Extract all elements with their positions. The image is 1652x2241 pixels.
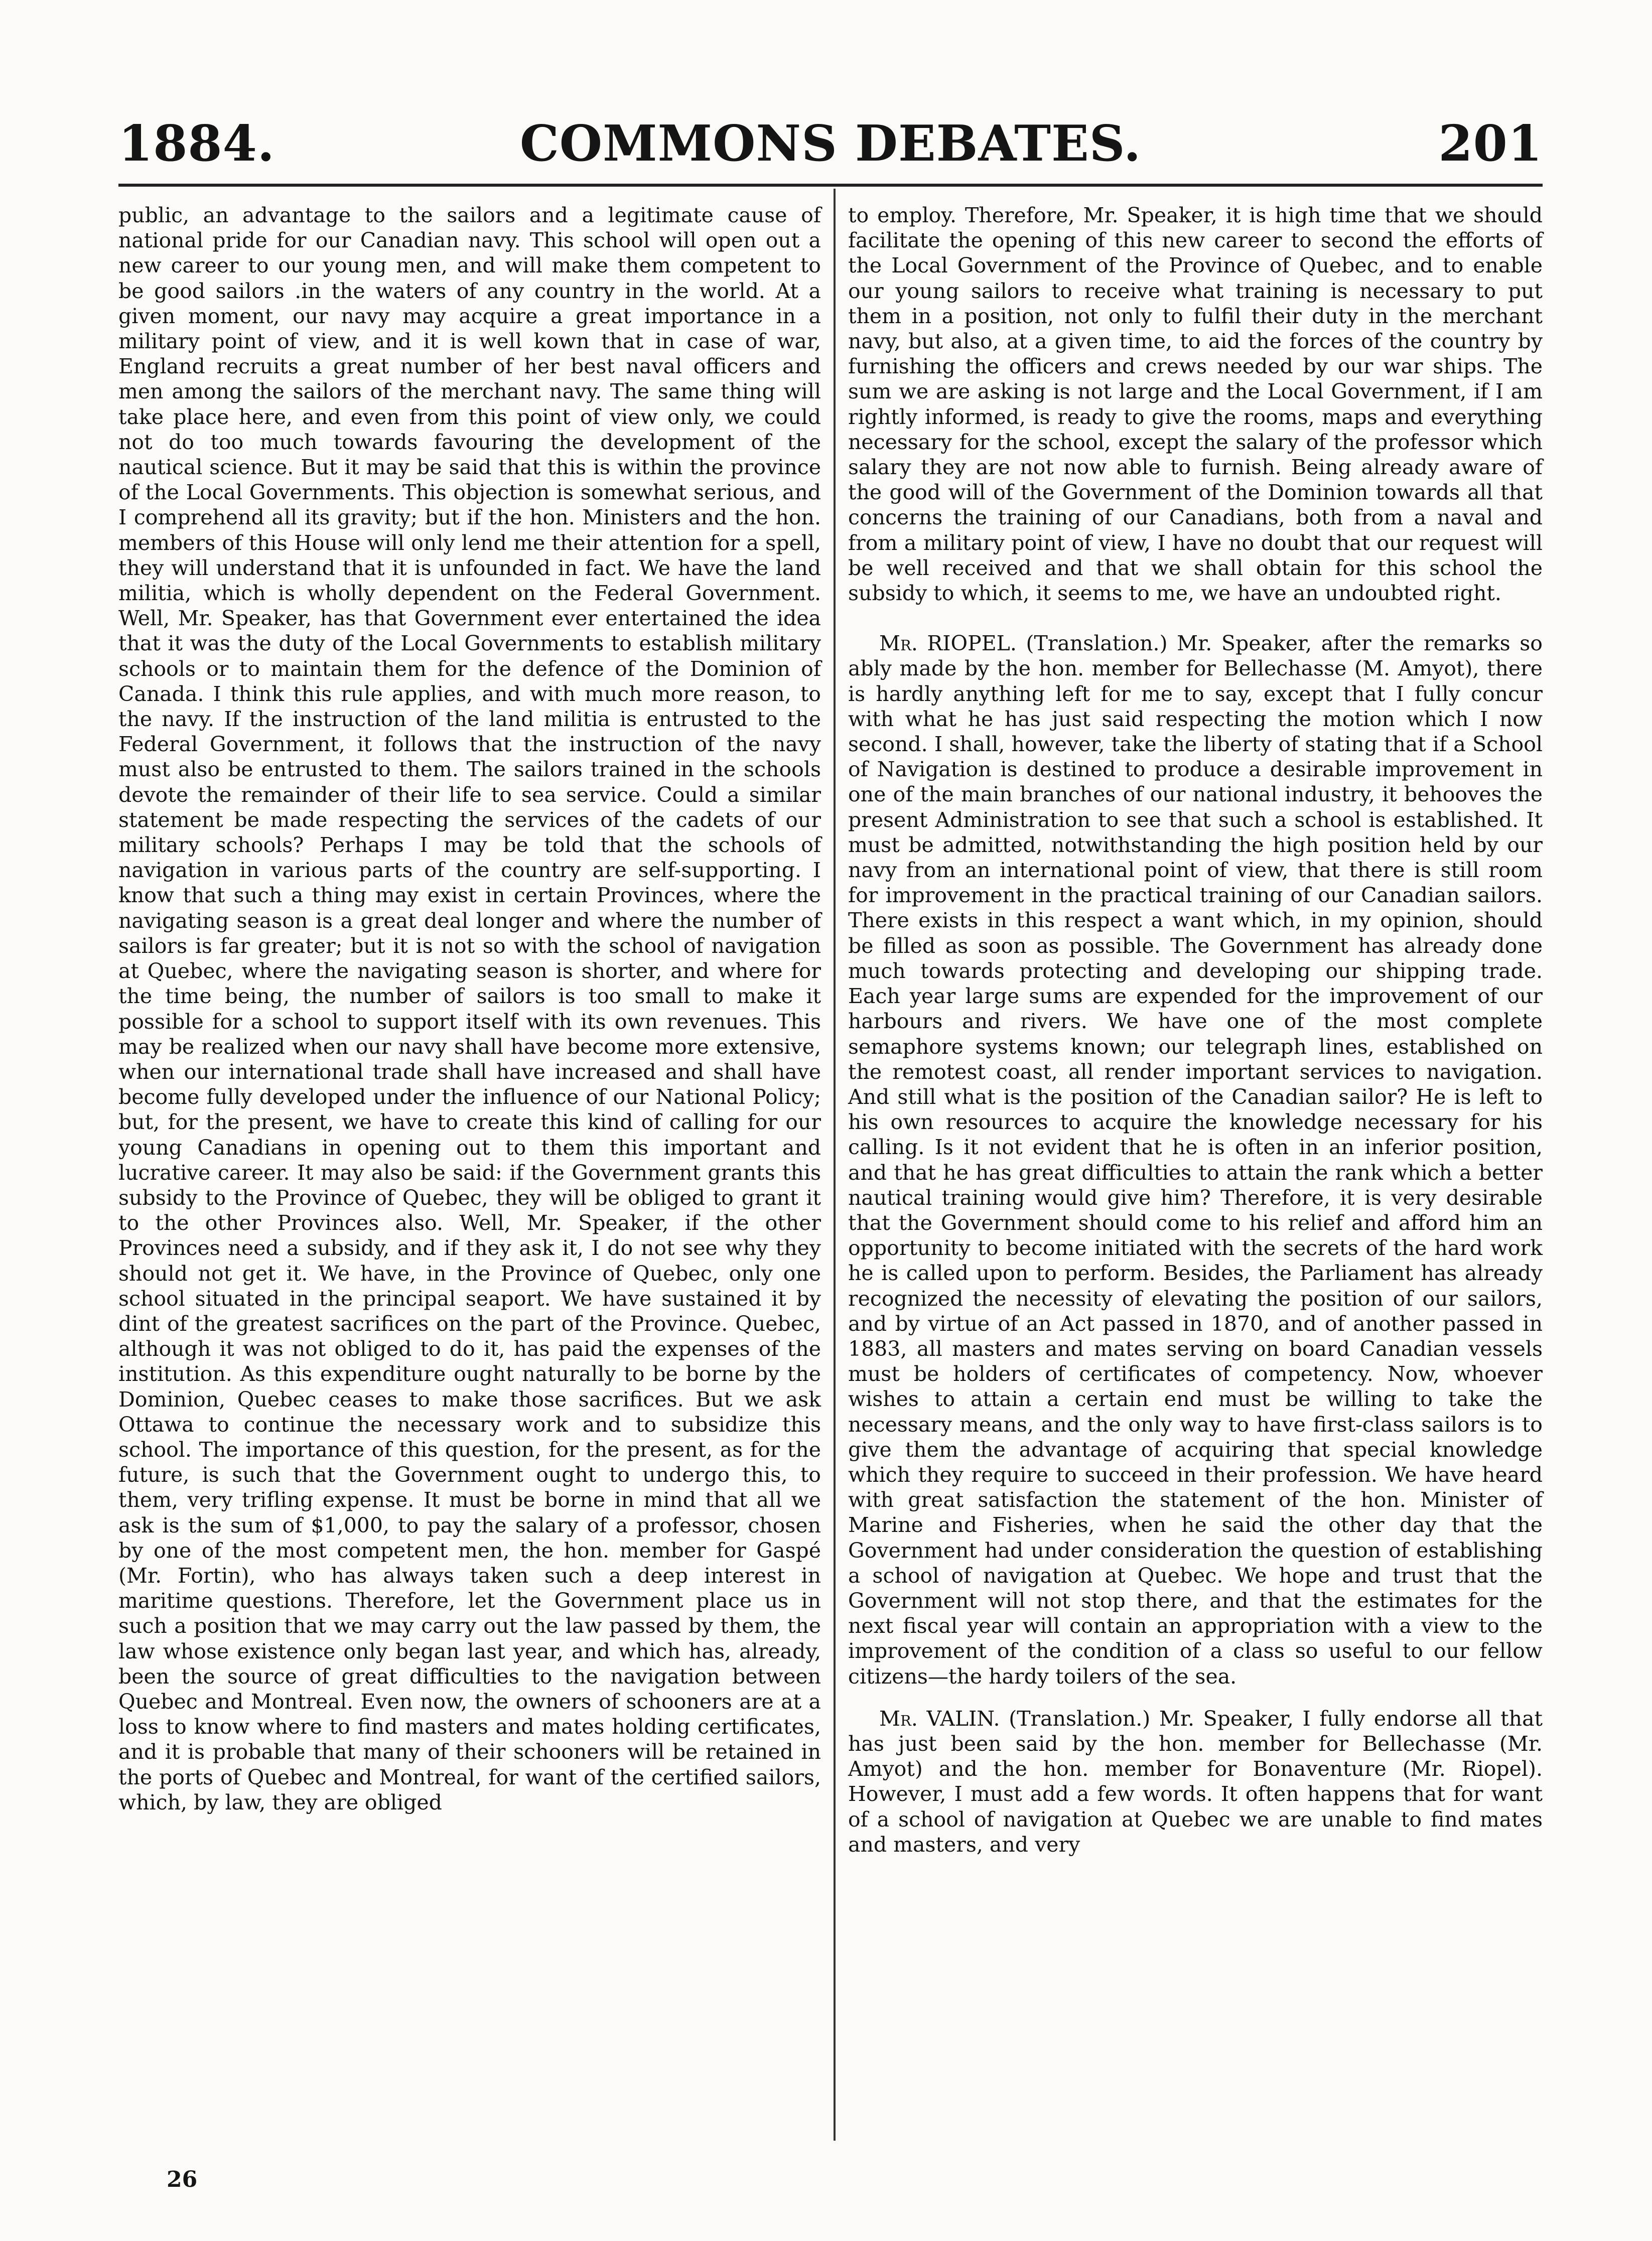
speaker-valin: Mr. VALIN. <box>879 1706 1000 1731</box>
left-column-text: public, an advantage to the sailors and a legitimate cause of national pride for our Canadian navy. This school will open out a new career to our young men, and will make them competent to be good sailors .in the waters of any country in the world. At a given moment, our navy may acquire a great importance in a military point of view, and it is well kown that in case of war, England recruits a great number of her best naval officers and men among the sailors of the merchant navy. The same thing will take place here, and even from this point of view only, we could not do too much towards favouring the development of the nautical science. But it may be said that this is within the province of the Local Governments. This objection is somewhat serious, and I comprehend all its gravity; but if the hon. Ministers and the hon. members of this House will only lend me their attention for a spell, they will understand that it is unfounded in fact. We have the land militia, which is wholly dependent on the Federal Government. Well, Mr. Speaker, has that Government ever entertained the idea that it was the duty of the Local Governments to establish military schools or to maintain them for the defence of the Dominion of Canada. I think this rule applies, and with much more reason, to the navy. If the instruction of the land militia is entrusted to the Federal Government, it follows that the instruction of the navy must also be entrusted to them. The sailors trained in the schools devote the remainder of their life to sea service. Could a similar statement be made respecting the services of the cadets of our military schools? Perhaps I may be told that the schools of navigation in various parts of the country are self-supporting. I know that such a thing may exist in certain Provinces, where the navigating season is a great deal longer and where the number of sailors is far greater; but it is not so with the school of navigation at Quebec, where the navigating season is shorter, and where for the time being, the number of sailors is too small to make it possible for a school to support itself with its own revenues. This may be realized when our navy shall have become more extensive, when our international trade shall have increased and shall have become fully developed under the influence of our National Policy; but, for the present, we have to create this kind of calling for our young Canadians in opening out to them this important and lucrative career. It may also be said: if the Government grants this subsidy to the Province of Quebec, they will be obliged to grant it to the other Provinces also. Well, Mr. Speaker, if the other Provinces need a subsidy, and if they ask it, I do not see why they should not get it. We have, in the Province of Quebec, only one school situated in the principal seaport. We have sustained it by dint of the greatest sacrifices on the part of the Province. Quebec, although it was not obliged to do it, has paid the expenses of the institution. As this expenditure ought naturally to be borne by the Dominion, Quebec ceases to make those sacrifices. But we ask Ottawa to continue the necessary work and to subsidize this school. The importance of this question, for the present, as for the future, is such that the Government ought to undergo this, to them, very trifling expense. It must be borne in mind that all we ask is the sum of $1,000, to pay the salary of a professor, chosen by one of the most competent men, the hon. member for Gaspé (Mr. Fortin), who has always taken such a deep interest in maritime questions. Therefore, let the Government place us in such a position that we may carry out the law passed by them, the law whose existence only began last year, and which has, already, been the source of great difficulties to the navigation between Quebec and Montreal. Even now, the owners of schooners are at a loss to know where to find masters and mates holding certificates, and it is probable that many of their schooners will be retained in the ports of Quebec and Montreal, for want of the certified sailors, which, by law, they are obliged <box>118 203 821 1814</box>
header-year: 1884. <box>118 115 275 173</box>
riopel-speech: (Translation.) Mr. Speaker, after the remarks so ably made by the hon. member for Bellechasse (M. Amyot), there is hardly anything left for me to say, except that I fully concur with what he has just said respecting the motion which I now second. I shall, however, take the liberty of stating that if a School of Navigation is destined to produce a desirable improvement in one of the main branches of our national industry, it behooves the present Administration to see that such a school is established. It must be admitted, notwithstanding the high position held by our navy from an international point of view, that there is still room for improvement in the practical training of our Canadian sailors. There exists in this respect a want which, in my opinion, should be filled as soon as possible. The Government has already done much towards protecting and developing our shipping trade. Each year large sums are expended for the improvement of our harbours and rivers. We have one of the most complete semaphore systems known; our telegraph lines, established on the remotest coast, all render important services to navigation. And still what is the position of the Canadian sailor? He is left to his own resources to acquire the knowledge necessary for his calling. Is it not evident that he is often in an inferior position, and that he has great difficulties to attain the rank which a better nautical training would give him? Therefore, it is very desirable that the Government should come to his relief and afford him an opportunity to become initiated with the secrets of the hard work he is called upon to perform. Besides, the Parliament has already recognized the necessity of elevating the position of our sailors, and by virtue of an Act passed in 1870, and of another passed in 1883, all masters and mates serving on board Canadian vessels must be holders of certificates of competency. Now, whoever wishes to attain a certain end must be willing to take the necessary means, and the only way to have first-class sailors is to give them the advantage of acquiring that special knowledge which they require to succeed in their profession. We have heard with great satisfaction the statement of the hon. Minister of Marine and Fisheries, when he said the other day that the Government had under consideration the question of establishing a school of navigation at Quebec. We hope and trust that the Government will not stop there, and that the estimates for the next fiscal year will contain an appropriation with a view to the improvement of the condition of a class so useful to our fellow citizens—the hardy toilers of the sea. <box>848 631 1543 1689</box>
header-rule <box>118 184 1543 187</box>
header-page-number: 201 <box>1438 115 1543 173</box>
column-divider <box>834 189 836 2141</box>
left-column <box>118 203 821 1815</box>
speaker-riopel: Mr. RIOPEL. <box>879 631 1017 656</box>
paragraph-valin <box>848 1706 1543 1857</box>
paragraph-continued: to employ. Therefore, Mr. Speaker, it is high time that we should facilitate the opening of this new career to second the efforts of the Local Government of the Province of Quebec, and to enable our young sailors to receive what training is necessary to put them in a position, not only to fulfil their duty in the merchant navy, but also, at a given time, to aid the forces of the country by furnishing the officers and crews needed by our war ships. The sum we are asking is not large and the Local Government, if I am rightly informed, is ready to give the rooms, maps and everything necessary for the school, except the salary of the professor which salary they are not now able to furnish. Being already aware of the good will of the Government of the Dominion towards all that concerns the training of our Canadians, both from a naval and from a military point of view, I have no doubt that our request will be well received and that we shall obtain for this school the subsidy to which, it seems to me, we have an undoubted right. <box>848 203 1543 606</box>
paragraph-riopel <box>848 631 1543 1689</box>
page-header <box>118 111 1543 177</box>
valin-speech: (Translation.) Mr. Speaker, I fully endorse all that has just been said by the hon. member for Bellechasse (Mr. Amyot) and the hon. member for Bonaventure (Mr. Riopel). However, I must add a few words. It often happens that for want of a school of navigation at Quebec we are unable to find mates and masters, and very <box>848 1706 1543 1857</box>
right-column <box>848 203 1543 1857</box>
signature-mark: 26 <box>167 2167 198 2192</box>
header-title: COMMONS DEBATES. <box>519 115 1142 173</box>
